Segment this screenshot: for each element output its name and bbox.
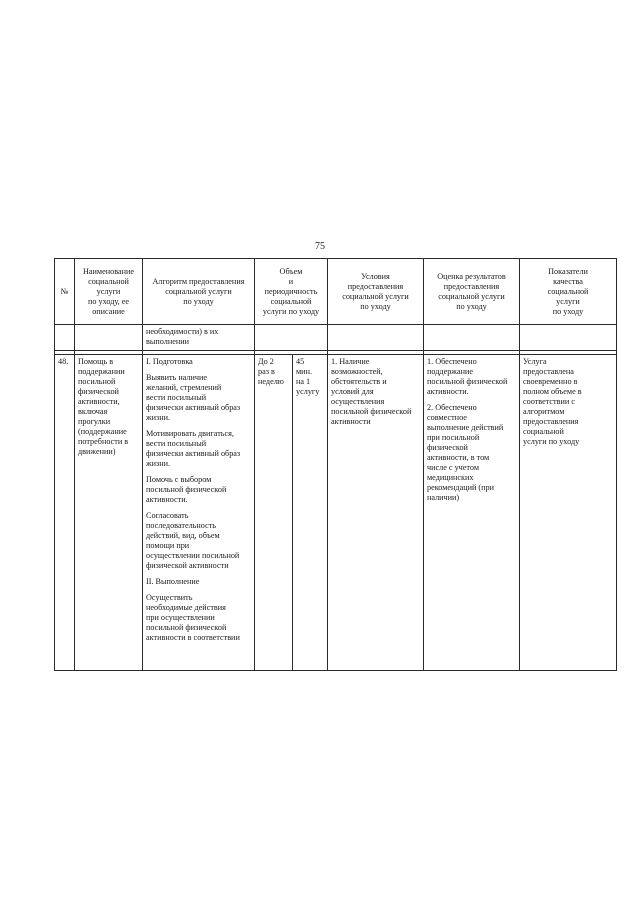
service-standards-table	[54, 258, 617, 671]
algorithm-step-title: II. Выполнение	[146, 577, 200, 586]
page-number: 75	[315, 241, 325, 252]
period-cell: 45 мин. на 1 услугу	[293, 355, 328, 671]
quality-cell: Услуга предоставлена своевременно в полном объеме в соответствии с алгоритмом предоставления социальной услуги по уходу	[520, 355, 617, 671]
header-row	[55, 259, 617, 325]
algorithm-step: Помочь с выбором посильной физической активности.	[146, 475, 227, 504]
header-evaluation: Оценка результатов предоставления социальной услуги по уходу	[424, 259, 520, 325]
cont-cell-volume	[255, 325, 328, 351]
continuation-row	[55, 325, 617, 351]
algorithm-cell	[143, 355, 255, 671]
evaluation-item: 1. Обеспечено поддержание посильной физической активности.	[427, 357, 508, 396]
continuation-text: необходимости) в их выполнении	[143, 325, 255, 351]
algorithm-step: Выявить наличие желаний, стремлений вести посильный физически активный образ жизни.	[146, 373, 241, 422]
header-quality: Показатели качества социальной услуги по уходу	[520, 259, 617, 325]
cont-cell-number	[55, 325, 75, 351]
algorithm-step: Согласовать последовательность действий, вид, объем помощи при осуществлении посильной физической активности	[146, 511, 240, 570]
header-algorithm: Алгоритм предоставления социальной услуги по уходу	[143, 259, 255, 325]
algorithm-step-title: I. Подготовка	[146, 357, 193, 366]
header-service-name: Наименование социальной услуги по уходу, ее описание	[75, 259, 143, 325]
volume-cell: До 2 раз в неделю	[255, 355, 293, 671]
algorithm-step: Осуществить необходимые действия при осуществлении посильной физической активности в соответствии	[146, 593, 240, 642]
algorithm-step: Мотивировать двигаться, вести посильный физически активный образ жизни.	[146, 429, 241, 468]
evaluation-item: 2. Обеспечено совместное выполнение действий при посильной физической активности, в том числе с учетом медицинских рекомендаций (при наличии)	[427, 403, 504, 502]
header-volume-period: Объем и периодичность социальной услуги по уходу	[255, 259, 328, 325]
header-conditions: Условия предоставления социальной услуги по уходу	[328, 259, 424, 325]
table-row	[55, 355, 617, 671]
header-number: №	[55, 259, 75, 325]
cont-cell-name	[75, 325, 143, 351]
evaluation-cell	[424, 355, 520, 671]
conditions-cell: 1. Наличие возможностей, обстоятельств и условий для осуществления посильной физической активности	[328, 355, 424, 671]
cont-cell-conditions	[328, 325, 424, 351]
row-number: 48.	[55, 355, 75, 671]
service-name: Помощь в поддержании посильной физической активности, включая прогулки (поддержание потребности в движении)	[75, 355, 143, 671]
cont-cell-quality	[520, 325, 617, 351]
cont-cell-evaluation	[424, 325, 520, 351]
